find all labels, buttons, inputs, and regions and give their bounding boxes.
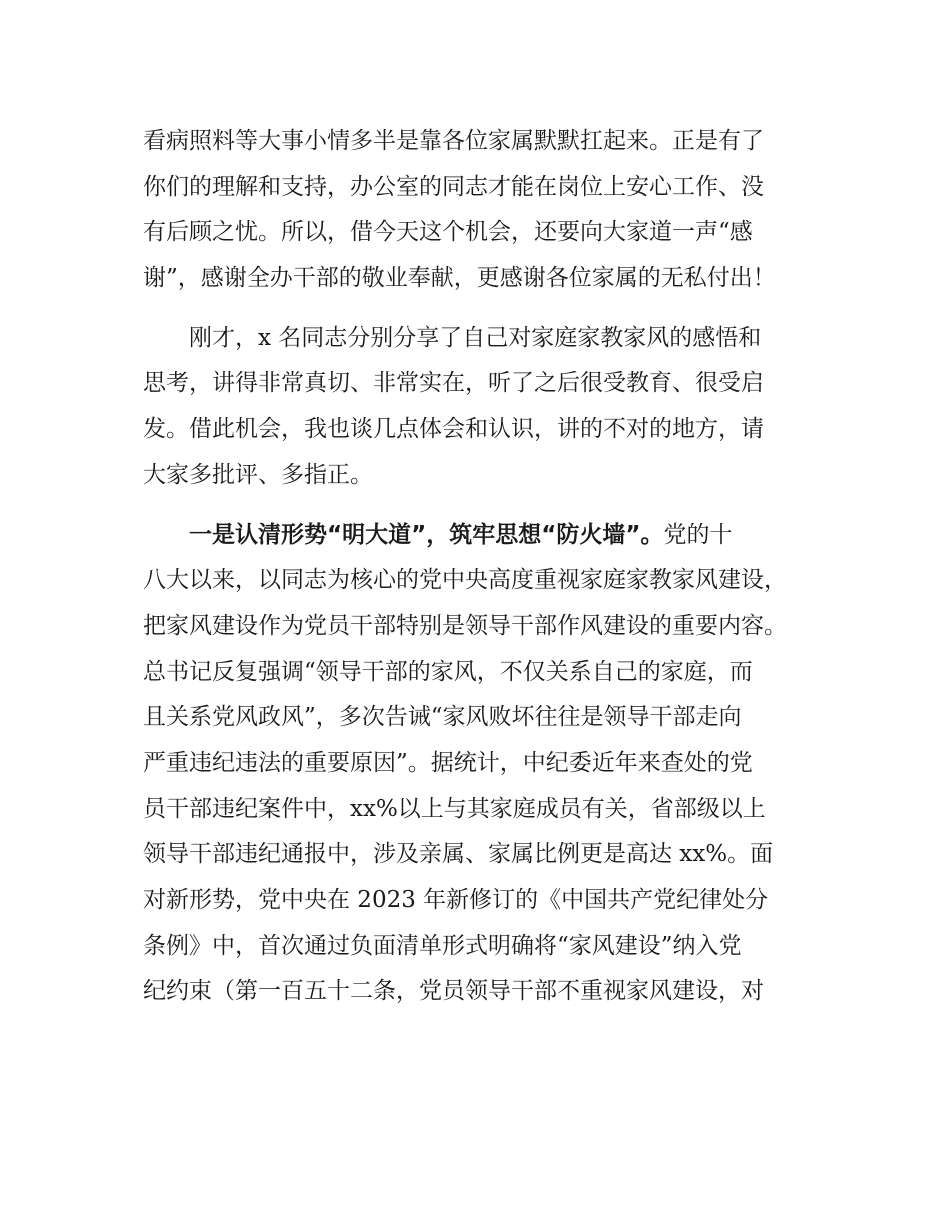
document-body	[143, 119, 843, 1015]
text-line: 纪约束（第一百五十二条，党员领导干部不重视家风建设，对	[143, 978, 764, 1005]
paragraph-thanks	[143, 119, 843, 302]
text-line: 你们的理解和支持，办公室的同志才能在岗位上安心工作、没	[143, 173, 764, 200]
heading-line-rest: 党的十	[663, 521, 733, 548]
text-line: 有后顾之忧。所以，借今天这个机会，还要向大家道一声“感	[143, 219, 753, 246]
text-line: 大家多批评、多指正。	[143, 461, 373, 488]
paragraph-point-one	[143, 513, 843, 1016]
paragraph-sharing	[143, 316, 843, 499]
text-line: 且关系党风政风”，多次告诫“家风败坏往往是领导干部走向	[143, 704, 742, 731]
text-line: 严重违纪违法的重要原因”。据统计，中纪委近年来查处的党	[143, 749, 753, 776]
text-line	[143, 513, 843, 559]
text-line: 思考，讲得非常真切、非常实在，听了之后很受教育、很受启	[143, 370, 764, 397]
text-line: 把家风建设作为党员干部特别是领导干部作风建设的重要内容。	[143, 612, 787, 639]
paragraph-gap	[143, 302, 843, 316]
text-line: 员干部违纪案件中，xx%以上与其家庭成员有关，省部级以上	[143, 795, 766, 822]
text-line: 刚才，x 名同志分别分享了自己对家庭家教家风的感悟和	[189, 324, 762, 351]
text-line: 条例》中，首次通过负面清单形式明确将“家风建设”纳入党	[143, 932, 742, 959]
paragraph-gap	[143, 499, 843, 513]
text-line: 总书记反复强调“领导干部的家风，不仅关系自己的家庭，而	[143, 658, 753, 685]
text-line: 发。借此机会，我也谈几点体会和认识，讲的不对的地方，请	[143, 416, 764, 443]
text-line: 领导干部违纪通报中，涉及亲属、家属比例更是高达 xx%。面	[143, 841, 774, 868]
text-line: 八大以来，以同志为核心的党中央高度重视家庭家教家风建设，	[143, 567, 787, 594]
text-line: 看病照料等大事小情多半是靠各位家属默默扛起来。正是有了	[143, 128, 764, 154]
point-heading: 一是认清形势“明大道”，筑牢思想“防火墙”。	[189, 521, 664, 548]
text-line: 谢”，感谢全办干部的敬业奉献，更感谢各位家属的无私付出！	[143, 265, 776, 292]
text-line: 对新形势，党中央在 2023 年新修订的《中国共产党纪律处分	[143, 887, 769, 913]
